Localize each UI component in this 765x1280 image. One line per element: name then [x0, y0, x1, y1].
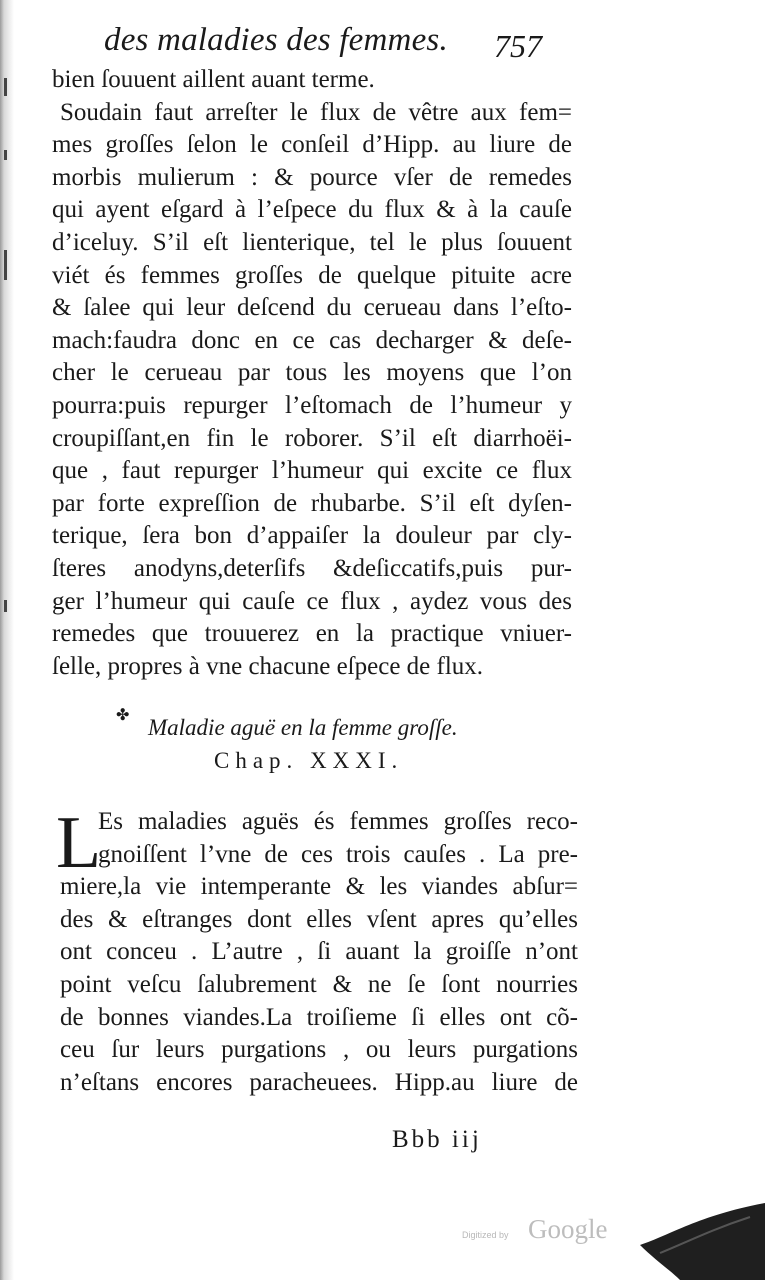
- signature-mark: Bbb iij: [392, 1126, 482, 1153]
- text-line: terique, ſera bon d’appaiſer la douleur par cly-: [52, 522, 572, 550]
- edge-mark: [4, 250, 7, 280]
- text-line: des & eſtranges dont elles vſent apres qu’elles: [60, 905, 578, 933]
- text-line: miere,la vie intemperante & les viandes abſur=: [60, 873, 578, 901]
- binding-edge: [0, 0, 14, 1280]
- chapter-title: Maladie aguë en la femme groſſe.: [148, 715, 458, 740]
- text-line: qui ayent eſgard à l’eſpece du flux & à la cauſe: [52, 196, 572, 224]
- text-line: ceu ſur leurs purgations , ou leurs purgations: [60, 1036, 578, 1064]
- text-line: cher le cerueau par tous les moyens que l’on: [52, 359, 572, 387]
- text-line: remedes que trouuerez en la practique vniuer-: [52, 620, 572, 648]
- body-text: [52, 64, 572, 683]
- text-line: n’eſtans encores paracheuees. Hipp.au liure de: [60, 1068, 578, 1096]
- fleuron-icon: ✤: [116, 707, 130, 724]
- text-line: & ſalee qui leur deſcend du cerueau dans l’eſto-: [52, 294, 572, 322]
- text-line: pourra:puis repurger l’eſtomach de l’humeur y: [52, 391, 572, 419]
- text-line: mes groſſes ſelon le conſeil d’Hipp. au liure de: [52, 131, 572, 159]
- text-line: Es maladies aguës és femmes groſſes reco-: [98, 808, 578, 835]
- running-title: des maladies des femmes.: [104, 22, 448, 58]
- text-line: ont conceu . L’autre , ſi auant la groiſſe n’ont: [60, 938, 578, 966]
- text-line: d’iceluy. S’il eſt lienterique, tel le plus ſouuent: [52, 228, 572, 256]
- text-line: morbis mulierum : & pource vſer de remedes: [52, 163, 572, 191]
- edge-mark: [4, 600, 7, 612]
- edge-mark: [4, 78, 7, 96]
- google-watermark: Google: [528, 1214, 608, 1244]
- edge-mark: [4, 150, 7, 160]
- text-line: ger l’humeur qui cauſe ce flux , aydez vous des: [52, 587, 572, 615]
- chapter-number: Chap. XXXI.: [214, 748, 404, 773]
- digitized-by-label: Digitized by: [462, 1230, 509, 1240]
- text-line: Soudain faut arreſter le flux de vêtre aux fem=: [60, 98, 572, 126]
- text-line: viét és femmes groſſes de quelque pituite acre: [52, 261, 572, 289]
- text-line: gnoiſſent l’vne de ces trois cauſes . La pre-: [98, 840, 578, 868]
- text-line: que , faut repurger l’humeur qui excite ce flux: [52, 457, 572, 485]
- page-corner-shadow: [640, 1185, 765, 1280]
- text-line: mach:faudra donc en ce cas decharger & deſe-: [52, 326, 572, 354]
- text-line: par forte expreſſion de rhubarbe. S’il eſt dyſen-: [52, 489, 572, 517]
- page-number: 757: [494, 28, 542, 64]
- text-line: croupiſſant,en fin le roborer. S’il eſt diarrhoëi-: [52, 424, 572, 452]
- text-line: bien ſouuent aillent auant terme.: [52, 66, 375, 93]
- text-line: de bonnes viandes.La troiſieme ſi elles ont cõ-: [60, 1003, 578, 1031]
- text-line: point veſcu ſalubrement & ne ſe ſont nourries: [60, 970, 578, 998]
- drop-cap: L: [56, 802, 102, 884]
- text-line: ſelle, propres à vne chacune eſpece de flux.: [52, 652, 484, 680]
- text-line: ſteres anodyns,deterſifs &deſiccatifs,puis pur-: [52, 554, 572, 582]
- chapter-text: [60, 806, 578, 1099]
